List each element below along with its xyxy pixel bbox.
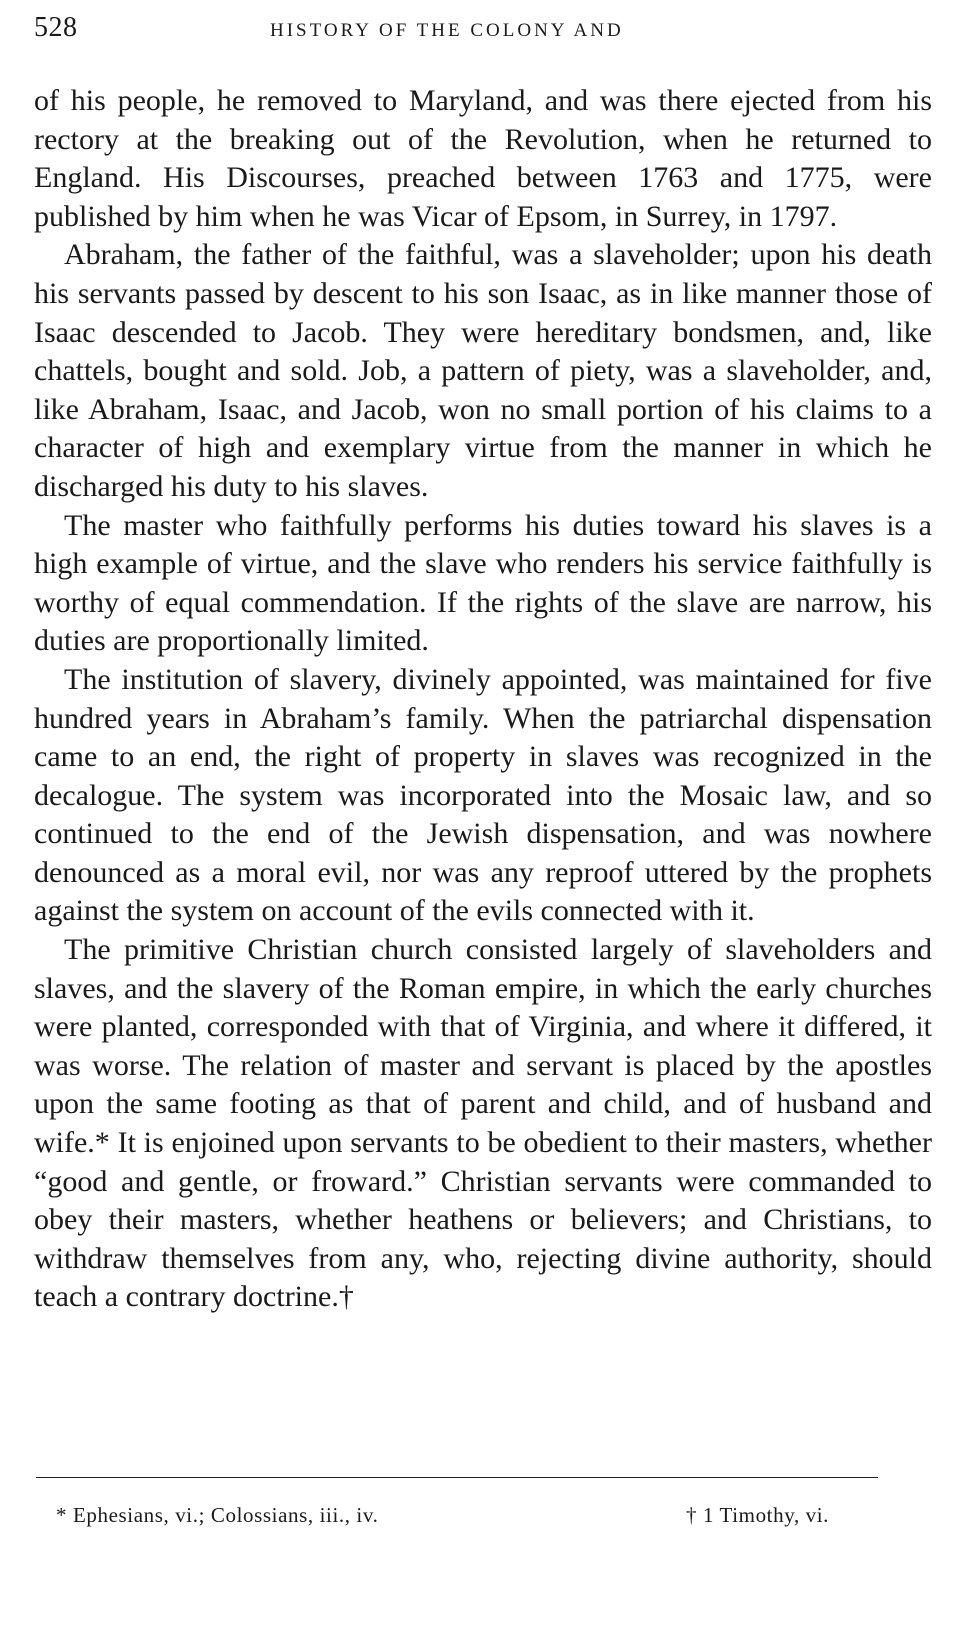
running-header: HISTORY OF THE COLONY AND — [270, 20, 624, 41]
paragraph-master: The master who faithfully performs his duties toward his slaves is a high example of virtue, and the slave who renders his service faithfully is worthy of equal commendation. If the rights of the slave are narrow, his duties are proportionally limited. — [34, 508, 932, 658]
paragraph-abraham: Abraham, the father of the faithful, was a slaveholder; upon his death his servants passed by descent to his son Isaac, as in like manner those of Isaac descended to Jacob. They were hereditary bondsmen, and, like chattels, bought and sold. Job, a pattern of piety, was a slaveholder, and, like Abraham, Isaac, and Jacob, won no small portion of his claims to a character of high and exemplary virtue from the manner in which he discharged his duty to his slaves. — [34, 238, 932, 503]
footnote-divider — [36, 1477, 878, 1478]
paragraph-institution: The institution of slavery, divinely appointed, was maintained for five hundred years in Abraham’s family. When the patriarchal dispensation came to an end, the right of property in slaves was recognized in the decalogue. The system was incorporated into the Mosaic law, and so continued to the end of the Jewish dispensation, and was nowhere denounced as a moral evil, nor was any reproof uttered by the prophets against the system on account of the evils connected with it. — [34, 662, 932, 928]
footnote-asterisk: * Ephesians, vi.; Colossians, iii., iv. — [56, 1503, 379, 1527]
page-number: 528 — [34, 12, 78, 43]
paragraph-continued: of his people, he removed to Maryland, and was there ejected from his rectory at the breaking out of the Revolution, when he returned to England. His Discourses, preached between 1763 and 1775, were published by him when he was Vicar of Epsom, in Surrey, in 1797. — [34, 84, 932, 233]
body-text — [34, 82, 932, 1317]
paragraph-primitive-church: The primitive Christian church consisted largely of slaveholders and slaves, and the slavery of the Roman empire, in which the early churches were planted, corresponded with that of Virginia, and where it differed, it was worse. The relation of master and servant is placed by the apostles upon the same footing as that of parent and child, and of husband and wife.* It is enjoined upon servants to be obedient to their masters, whether “good and gentle, or froward.” Christian servants were commanded to obey their masters, whether heathens or believers; and Christians, to withdraw themselves from any, who, rejecting divine authority, should teach a contrary doctrine.† — [34, 933, 932, 1314]
footnote-dagger: † 1 Timothy, vi. — [686, 1503, 830, 1527]
